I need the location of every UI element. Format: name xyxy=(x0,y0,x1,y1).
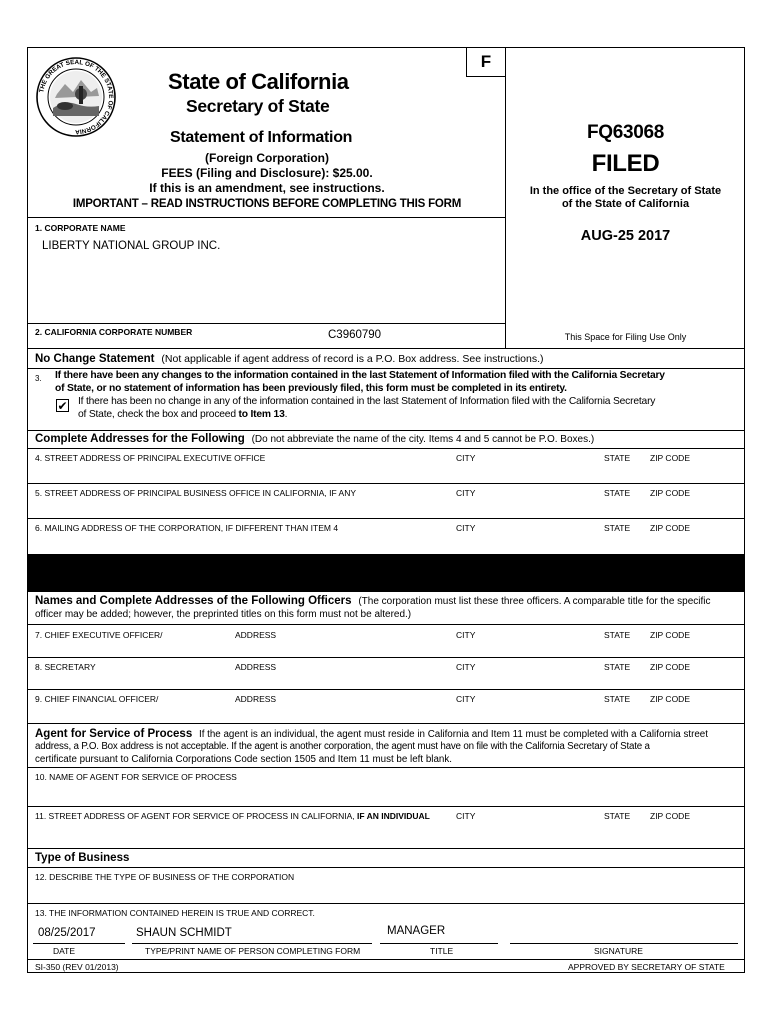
item1-label: 1. CORPORATE NAME xyxy=(35,223,126,233)
item11-state: STATE xyxy=(604,811,631,821)
item4-city: CITY xyxy=(456,453,476,463)
item3-line1: If there have been any changes to the information contained in the last Statement of Information filed with the California Secretary xyxy=(55,370,665,381)
date-field[interactable]: 08/25/2017 xyxy=(38,927,96,939)
item9-address: ADDRESS xyxy=(235,694,277,704)
form-code: F xyxy=(480,52,492,71)
item11-city: CITY xyxy=(456,811,476,821)
checkmark-icon: ✔ xyxy=(57,399,68,413)
item2-label: 2. CALIFORNIA CORPORATE NUMBER xyxy=(35,327,193,337)
item8-label: 8. SECRETARY xyxy=(35,662,96,672)
date-label: DATE xyxy=(53,946,76,956)
filing-status: FILED xyxy=(591,150,660,177)
item5-zip: ZIP CODE xyxy=(650,488,690,498)
seal-text: THE GREAT SEAL OF THE STATE OF CALIFORNIA xyxy=(38,58,115,136)
filing-office-line1: In the office of the Secretary of State xyxy=(529,185,722,197)
header-office: Secretary of State xyxy=(186,96,330,116)
item9-state: STATE xyxy=(604,694,631,704)
officers-note2: officer may be added; however, the preprinted titles on this form must not be altered.) xyxy=(35,609,412,620)
officers-heading-row xyxy=(35,595,711,607)
item12-label: 12. DESCRIBE THE TYPE OF BUSINESS OF THE CORPORATION xyxy=(35,872,295,882)
agent-heading-row xyxy=(35,728,708,740)
filing-space-note: This Space for Filing Use Only xyxy=(564,332,687,342)
to-item-13: to Item 13 xyxy=(238,409,285,420)
signature-field[interactable] xyxy=(510,925,738,942)
item11-label xyxy=(35,811,430,821)
amendment-line: If this is an amendment, see instructions. xyxy=(149,181,385,195)
check-line2-text: of State, check the box and proceed xyxy=(78,409,239,420)
form-title: Statement of Information xyxy=(170,129,353,146)
addresses-note: (Do not abbreviate the name of the city. Items 4 and 5 cannot be P.O. Boxes.) xyxy=(251,434,595,445)
officers-heading: Names and Complete Addresses of the Following Officers xyxy=(35,595,352,607)
item8-zip: ZIP CODE xyxy=(650,662,690,672)
form-code-box xyxy=(466,47,506,77)
item5-city: CITY xyxy=(456,488,476,498)
addresses-heading: Complete Addresses for the Following xyxy=(35,433,245,445)
no-change-checkbox[interactable] xyxy=(56,399,69,412)
signature-label: SIGNATURE xyxy=(594,946,643,956)
form-revision: SI-350 (REV 01/2013) xyxy=(35,962,119,972)
check-line2-period: . xyxy=(284,409,288,420)
corporate-name-field[interactable]: LIBERTY NATIONAL GROUP INC. xyxy=(42,240,221,252)
title-field[interactable]: MANAGER xyxy=(387,925,446,937)
filing-office-line2: of the State of California xyxy=(561,198,690,210)
item9-zip: ZIP CODE xyxy=(650,694,690,704)
filing-date: AUG-25 2017 xyxy=(580,228,671,244)
item3-line2: of State, or no statement of information has been previously filed, this form must be completed in its entirety. xyxy=(55,383,567,394)
approved-by: APPROVED BY SECRETARY OF STATE xyxy=(568,962,725,972)
item6-city: CITY xyxy=(456,523,476,533)
item7-zip: ZIP CODE xyxy=(650,630,690,640)
item6-zip: ZIP CODE xyxy=(650,523,690,533)
item6-label: 6. MAILING ADDRESS OF THE CORPORATION, IF DIFFERENT THAN ITEM 4 xyxy=(35,523,339,533)
name-label: TYPE/PRINT NAME OF PERSON COMPLETING FORM xyxy=(145,946,361,956)
no-change-heading-row xyxy=(35,353,544,365)
form-subtitle: (Foreign Corporation) xyxy=(205,151,329,165)
redaction-band xyxy=(27,554,745,592)
state-seal-icon xyxy=(35,56,117,138)
corporate-number-field[interactable]: C3960790 xyxy=(328,329,382,341)
item9-city: CITY xyxy=(456,694,476,704)
agent-text1: If the agent is an individual, the agent must reside in California and Item 11 must be completed with a California street xyxy=(198,729,708,740)
item3-check-line1: If there has been no change in any of the information contained in the last Statement of Information filed with the California Secretary xyxy=(78,396,656,407)
item5-state: STATE xyxy=(604,488,631,498)
important-line: IMPORTANT – READ INSTRUCTIONS BEFORE COMPLETING THIS FORM xyxy=(72,198,462,210)
no-change-note: (Not applicable if agent address of record is a P.O. Box address. See instructions.) xyxy=(161,353,544,365)
item3-num: 3. xyxy=(35,374,42,383)
agent-heading: Agent for Service of Process xyxy=(35,728,193,740)
item11-text: 11. STREET ADDRESS OF AGENT FOR SERVICE OF PROCESS IN CALIFORNIA, xyxy=(35,811,357,821)
title-label: TITLE xyxy=(430,946,454,956)
item8-address: ADDRESS xyxy=(235,662,277,672)
item9-label: 9. CHIEF FINANCIAL OFFICER/ xyxy=(35,694,159,704)
officers-note1: (The corporation must list these three officers. A comparable title for the specific xyxy=(358,596,711,607)
item4-zip: ZIP CODE xyxy=(650,453,690,463)
item8-city: CITY xyxy=(456,662,476,672)
item7-address: ADDRESS xyxy=(235,630,277,640)
item8-state: STATE xyxy=(604,662,631,672)
item3-check-line2 xyxy=(78,409,287,420)
item13-label: 13. THE INFORMATION CONTAINED HEREIN IS TRUE AND CORRECT. xyxy=(35,908,315,918)
item11-zip: ZIP CODE xyxy=(650,811,690,821)
item7-label: 7. CHIEF EXECUTIVE OFFICER/ xyxy=(35,630,163,640)
item10-label: 10. NAME OF AGENT FOR SERVICE OF PROCESS xyxy=(35,772,237,782)
header-state: State of California xyxy=(168,69,349,94)
fees-line: FEES (Filing and Disclosure): $25.00. xyxy=(161,166,373,180)
agent-text2: address, a P.O. Box address is not acceptable. If the agent is another corporation, the agent must have on file with the California Secretary of State a xyxy=(35,741,650,752)
business-heading: Type of Business xyxy=(35,852,130,864)
no-change-heading: No Change Statement xyxy=(35,353,155,365)
agent-text3: certificate pursuant to California Corporations Code section 1505 and Item 11 must be left blank. xyxy=(35,754,452,765)
item4-state: STATE xyxy=(604,453,631,463)
item6-state: STATE xyxy=(604,523,631,533)
addresses-heading-row xyxy=(35,433,594,445)
item4-label: 4. STREET ADDRESS OF PRINCIPAL EXECUTIVE OFFICE xyxy=(35,453,266,463)
item7-state: STATE xyxy=(604,630,631,640)
item5-label: 5. STREET ADDRESS OF PRINCIPAL BUSINESS OFFICE IN CALIFORNIA, IF ANY xyxy=(35,488,357,498)
item7-city: CITY xyxy=(456,630,476,640)
filing-number: FQ63068 xyxy=(586,122,665,143)
name-field[interactable]: SHAUN SCHMIDT xyxy=(136,927,232,939)
item11-if-individual: IF AN INDIVIDUAL xyxy=(356,811,430,821)
